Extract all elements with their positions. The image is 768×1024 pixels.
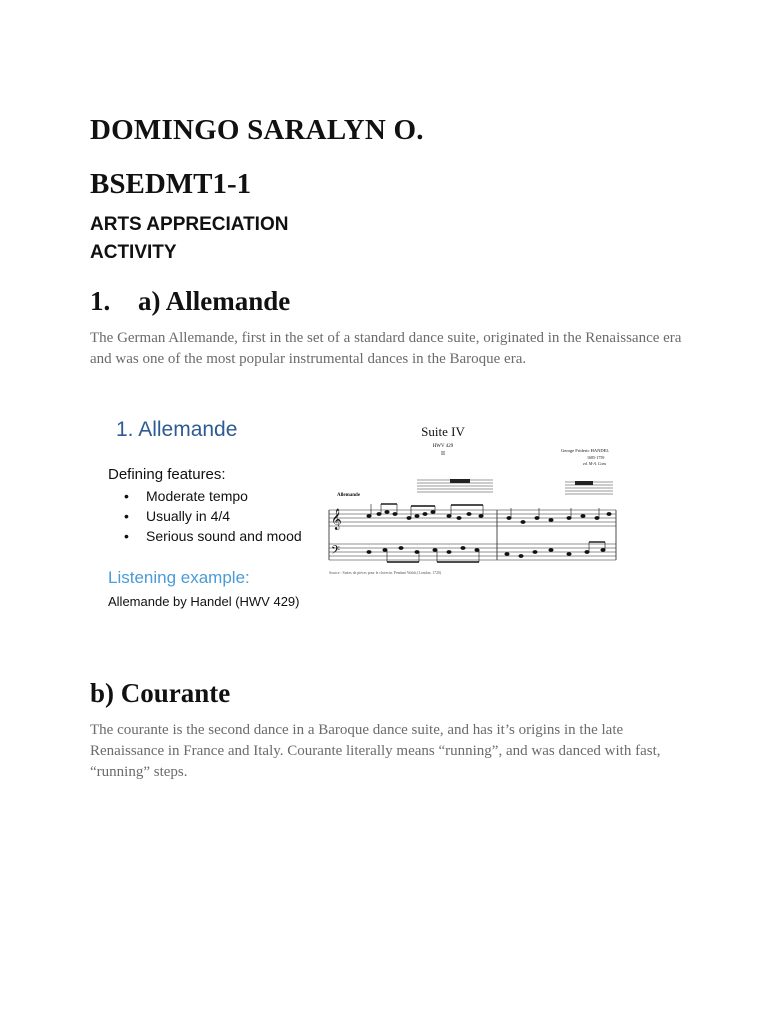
score-catalog: HWV 429 — [432, 444, 454, 449]
subject-line-1: ARTS APPRECIATION — [90, 214, 289, 235]
slide-features-list — [120, 486, 302, 546]
bar-lines — [329, 510, 616, 560]
slide-feature-item — [120, 506, 302, 526]
score-source-note: Source : Suites de pièces pour le clavecin. Pendant Walsh (London, 1720) — [329, 571, 442, 575]
ornament-staff-left — [417, 479, 493, 492]
section-a-number: 1. — [90, 286, 111, 316]
slide-feature-item — [120, 526, 302, 546]
author-section: BSEDMT1-1 — [90, 168, 252, 200]
subject-line-2: ACTIVITY — [90, 242, 177, 263]
section-a-heading — [90, 286, 290, 317]
slide-feature-text: Moderate tempo — [146, 488, 248, 504]
section-b-heading: b) Courante — [90, 678, 231, 708]
bass-clef-icon: 𝄢 — [331, 544, 341, 560]
slide-feature-text: Serious sound and mood — [146, 528, 302, 544]
slide-feature-text: Usually in 4/4 — [146, 508, 231, 524]
bullet-icon: • — [124, 528, 129, 544]
slide-feature-item — [120, 486, 302, 506]
score-dance-label: Allemande — [337, 493, 361, 498]
sheet-music-score — [325, 422, 620, 582]
subject-heading — [90, 211, 288, 267]
score-editor: ed. M-A. Cons — [583, 461, 607, 466]
score-suite-title: Suite IV — [421, 424, 465, 439]
author-name: DOMINGO SARALYN O. — [90, 114, 424, 146]
bullet-icon: • — [124, 508, 129, 524]
allemande-slide-image — [100, 410, 640, 625]
slide-listening-text: Allemande by Handel (HWV 429) — [108, 594, 300, 609]
score-movement: II — [441, 451, 445, 457]
treble-staff — [329, 510, 616, 526]
ornament-staff-right — [565, 481, 613, 494]
bass-staff — [329, 544, 616, 560]
section-a-title: a) Allemande — [138, 286, 291, 316]
treble-clef-icon: 𝄞 — [331, 509, 342, 530]
bullet-icon: • — [124, 488, 129, 504]
score-composer: George Frideric HANDEL — [561, 448, 610, 453]
section-a-paragraph: The German Allemande, first in the set of a standard dance suite, originated in the Renaissance era and was one of the most popular instrumental dances in the Baroque era. — [90, 330, 682, 367]
score-composer-years: 1685-1759 — [587, 455, 605, 460]
slide-features-heading: Defining features: — [108, 466, 226, 483]
slide-title: 1. Allemande — [116, 418, 238, 441]
section-b-paragraph: The courante is the second dance in a Baroque dance suite, and has it’s origins in the late Renaissance in France and Italy. Courante literally means “running”, and was danced with fast, “running” steps. — [90, 722, 661, 780]
slide-listening-heading: Listening example: — [108, 568, 250, 587]
